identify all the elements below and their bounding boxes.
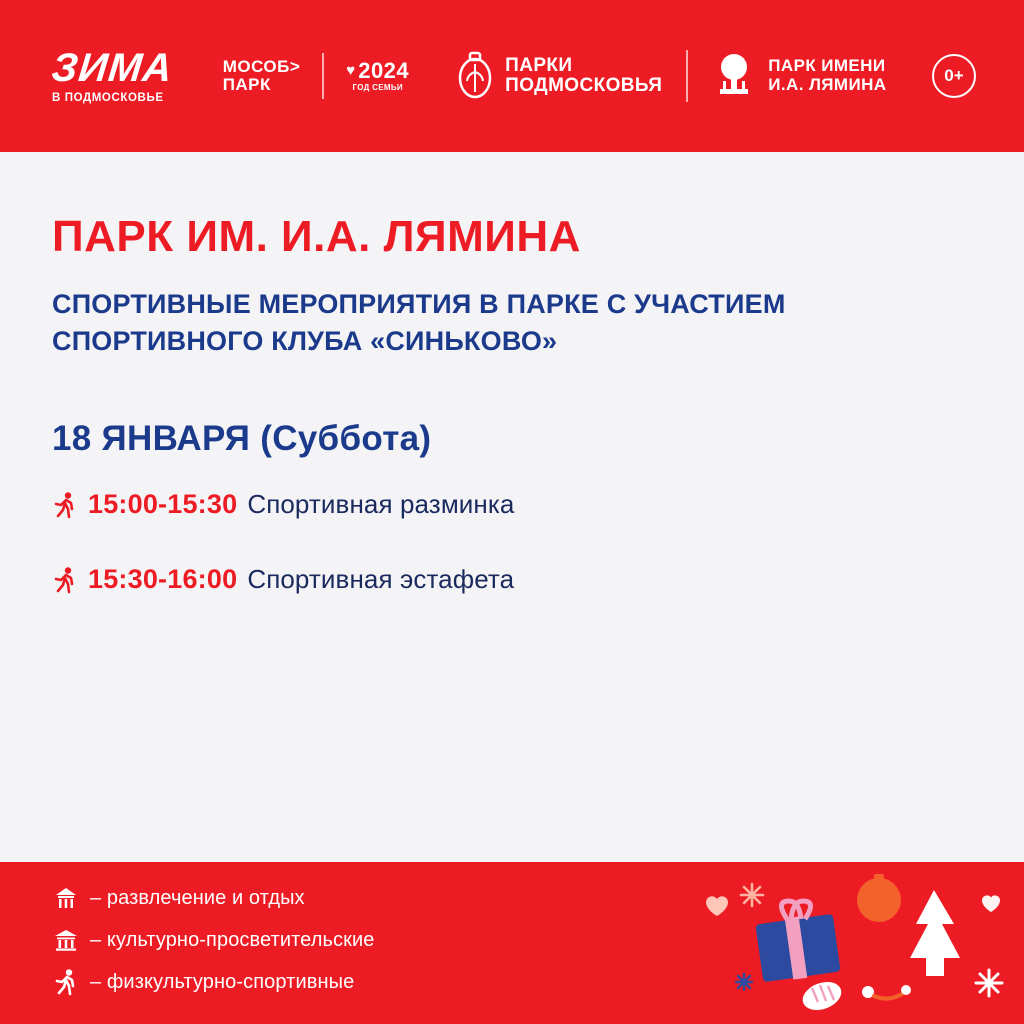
list-item: [52, 968, 1024, 996]
event-time: 15:00-15:30: [88, 489, 238, 520]
page-title: ПАРК ИМ. И.А. ЛЯМИНА: [52, 212, 581, 261]
list-item: [52, 926, 1024, 954]
lyamin-line2: И.А. ЛЯМИНА: [768, 75, 887, 94]
parks-line1: ПАРКИ: [505, 55, 573, 77]
divider: [322, 53, 324, 99]
legend-label: – физкультурно-спортивные: [90, 970, 355, 993]
carousel-icon: [52, 884, 80, 912]
logo-lyamin-park: [712, 49, 886, 104]
runner-icon: [52, 968, 80, 996]
family-year: 2024: [358, 58, 410, 84]
parks-line2: ПОДМОСКОВЬЯ: [505, 75, 663, 96]
footer-legend: [0, 862, 1024, 1024]
list-item: [52, 564, 972, 595]
events-list: [52, 489, 972, 595]
leaf-ornament-icon: [455, 48, 495, 105]
event-name: Спортивная эстафета: [247, 564, 515, 595]
logo-mosoblpark: [223, 58, 301, 94]
age-rating-badge: 0+: [932, 54, 976, 98]
event-name: Спортивная разминка: [247, 489, 515, 520]
event-time: 15:30-16:00: [88, 564, 238, 595]
legend-label: – развлечение и отдых: [90, 886, 305, 909]
lyamin-line1: ПАРК ИМЕНИ: [768, 56, 886, 76]
runner-icon: [52, 565, 78, 595]
logo-parki-podmoskovya: [455, 48, 662, 105]
runner-icon: [52, 490, 78, 520]
list-item: [52, 489, 972, 520]
museum-icon: [52, 926, 80, 954]
logo-zima: [49, 45, 175, 105]
zima-sub-text: В ПОДМОСКОВЬЕ: [52, 91, 164, 104]
family-sub: ГОД СЕМЬИ: [352, 83, 403, 93]
main-content: [0, 152, 1024, 862]
zima-main-text: ЗИМА: [49, 45, 175, 90]
legend-label: – культурно-просветительские: [90, 928, 375, 951]
header-bar: [0, 0, 1024, 152]
page-subtitle: СПОРТИВНЫЕ МЕРОПРИЯТИЯ В ПАРКЕ С УЧАСТИЕМ СПОРТИВНОГО КЛУБА «СИНЬКОВО»: [52, 289, 786, 356]
event-date: 18 ЯНВАРЯ (Суббота): [52, 419, 432, 459]
mosob-line2: ПАРК: [222, 75, 271, 94]
divider-2: [686, 50, 688, 102]
list-item: [52, 884, 1024, 912]
mosob-line1: МОСОБ>: [222, 57, 301, 77]
heart-icon: ♥: [346, 61, 356, 79]
tree-emblem-icon: [712, 49, 756, 104]
logo-year-of-family: [346, 59, 409, 92]
